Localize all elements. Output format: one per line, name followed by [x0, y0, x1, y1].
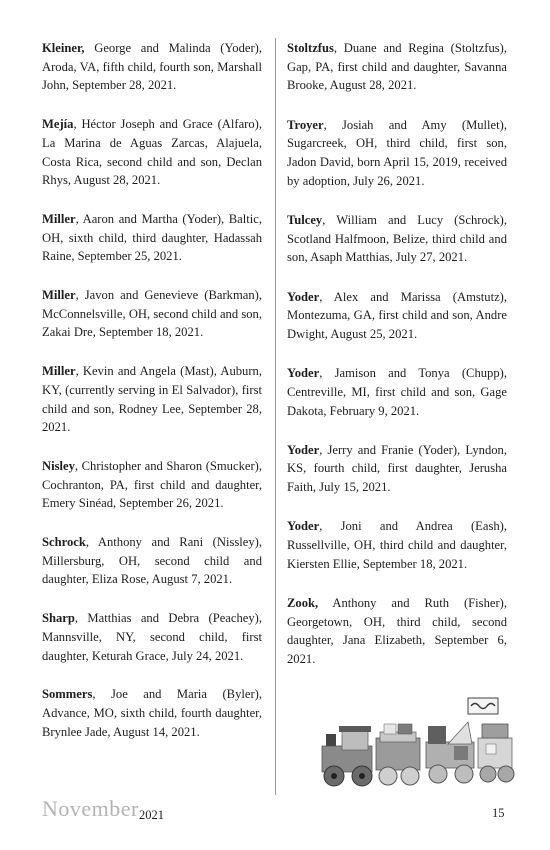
- announcement-details: George and Malinda (Yoder), Aroda, VA, fifth child, fourth son, Marshall John, September 28, 2021.: [42, 41, 262, 93]
- announcement-details: , Kevin and Angela (Mast), Auburn, KY, (currently serving in El Salvador), first child and son, Rodney Lee, September 28, 2021.: [42, 364, 262, 435]
- birth-announcement: [287, 364, 507, 420]
- surname: Mejía: [42, 117, 74, 132]
- announcement-details: , Duane and Regina (Stoltzfus), Gap, PA, first child and daughter, Savanna Brooke, August 28, 2021.: [287, 41, 507, 93]
- announcement-details: , Héctor Joseph and Grace (Alfaro), La Marina de Aguas Zarcas, Alajuela, Costa Rica, second child and son, Declan Rhys, August 28, 2021.: [42, 117, 262, 188]
- footer-year: 2021: [139, 808, 164, 822]
- footer-month: November: [42, 796, 139, 821]
- surname: Sharp: [42, 611, 75, 626]
- birth-announcement: [287, 517, 507, 573]
- page-number: 15: [492, 806, 505, 820]
- birth-announcement: [42, 685, 262, 741]
- birth-announcement: [42, 362, 262, 437]
- announcement-details: , Matthias and Debra (Peachey), Mannsville, NY, second child, first daughter, Keturah Grace, July 24, 2021.: [42, 611, 262, 663]
- announcement-details: , Javon and Genevieve (Barkman), McConnelsville, OH, second child and son, Zakai Dre, September 18, 2021.: [42, 288, 262, 340]
- birth-announcement: [42, 457, 262, 513]
- birth-announcement: [42, 286, 262, 342]
- birth-announcement: [287, 116, 507, 191]
- coal-car: [376, 724, 420, 785]
- birth-announcement: [42, 115, 262, 190]
- left-column: [42, 39, 262, 761]
- announcement-details: , Aaron and Martha (Yoder), Baltic, OH, sixth child, third daughter, Hadassah Raine, September 25, 2021.: [42, 211, 262, 264]
- engine-car: [322, 726, 372, 786]
- surname: Zook,: [287, 595, 319, 610]
- surname: Yoder: [287, 519, 320, 534]
- announcement-details: , Christopher and Sharon (Smucker), Cochranton, PA, first child and daughter, Emery Sinéad, September 26, 2021.: [42, 458, 262, 511]
- announcement-details: , Josiah and Amy (Mullet), Sugarcreek, OH, third child, first son, Jadon David, born April 15, 2019, received by adoption, July 26, 2021.: [287, 117, 507, 188]
- caboose-car: [478, 724, 514, 782]
- surname: Sommers: [42, 687, 93, 702]
- surname: Kleiner,: [42, 41, 85, 55]
- birth-announcement: [287, 211, 507, 267]
- surname: Nisley: [42, 458, 75, 473]
- announcement-details: , Joe and Maria (Byler), Advance, MO, sixth child, fourth daughter, Brynlee Jade, August 14, 2021.: [42, 687, 262, 739]
- surname: Miller: [42, 364, 76, 379]
- surname: Stoltzfus: [287, 41, 334, 55]
- announcement-details: , Jamison and Tonya (Chupp), Centreville, MI, first child and son, Gage Dakota, February 9, 2021.: [287, 366, 507, 418]
- surname: Schrock: [42, 535, 86, 550]
- birth-announcement: [287, 594, 507, 669]
- birth-announcement: [42, 39, 262, 95]
- surname: Yoder: [287, 442, 320, 457]
- announcement-details: , Jerry and Franie (Yoder), Lyndon, KS, fourth child, first daughter, Jerusha Faith, July 15, 2021.: [287, 442, 507, 495]
- birth-announcement: [42, 609, 262, 665]
- surname: Yoder: [287, 289, 320, 304]
- announcement-details: , Joni and Andrea (Eash), Russellville, OH, third child and daughter, Kiersten Ellie, September 18, 2021.: [287, 519, 507, 571]
- tag-icon: [468, 698, 498, 714]
- announcement-details: Anthony and Ruth (Fisher), Georgetown, OH, third child, second daughter, Jana Elizabeth, September 6, 2021.: [287, 595, 507, 667]
- toy-train-illustration: [318, 694, 518, 804]
- announcement-details: , William and Lucy (Schrock), Scotland Halfmoon, Belize, third child and son, Asaph Matthias, July 27, 2021.: [287, 212, 507, 265]
- right-column: [287, 39, 507, 689]
- surname: Miller: [42, 288, 76, 303]
- announcement-details: , Alex and Marissa (Amstutz), Montezuma, GA, first child and son, Andre Dwight, August 25, 2021.: [287, 289, 507, 341]
- surname: Miller: [42, 211, 76, 226]
- birth-announcement: [287, 288, 507, 344]
- column-divider: [275, 38, 276, 795]
- surname: Tulcey: [287, 212, 323, 227]
- surname: Troyer: [287, 117, 324, 132]
- birth-announcement: [287, 39, 507, 95]
- birth-announcement: [287, 441, 507, 497]
- announcement-details: , Anthony and Rani (Nissley), Millersburg, OH, second child and daughter, Eliza Rose, August 7, 2021.: [42, 535, 262, 587]
- birth-announcement: [42, 210, 262, 266]
- birth-announcement: [42, 533, 262, 589]
- block-car: [426, 722, 474, 783]
- surname: Yoder: [287, 366, 320, 381]
